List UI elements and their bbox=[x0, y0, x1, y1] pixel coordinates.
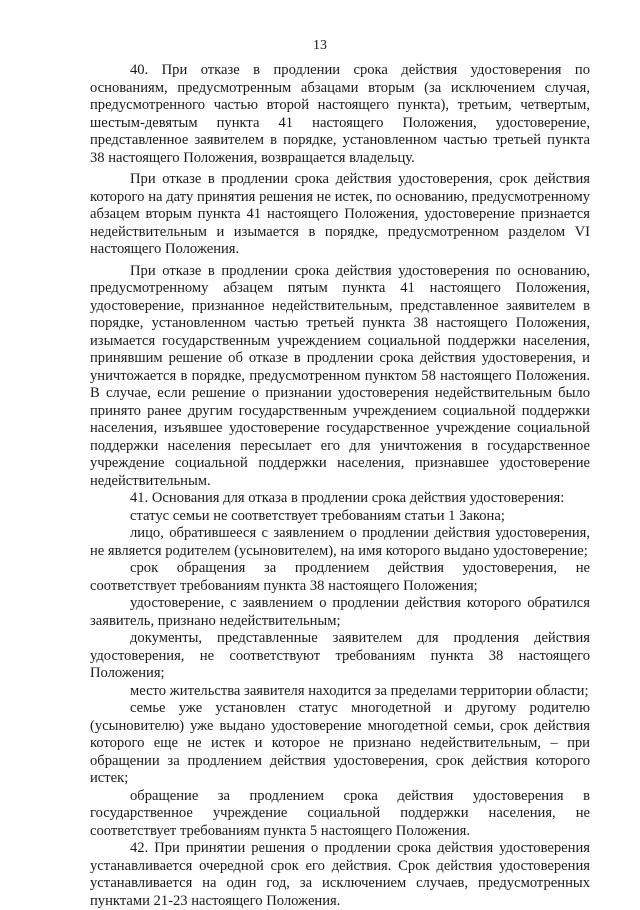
paragraph-42: 42. При принятии решения о продлении срока действия удостоверения устанавливается очередной срок его действия. Срок действия удостоверения устанавливается на один год, за исключением случаев, предусмотренных пунктами 21-23 настоящего Положения. bbox=[90, 840, 590, 909]
list-item: удостоверение, с заявлением о продлении действия которого обратился заявитель, признано недействительным; bbox=[90, 595, 590, 629]
list-item: статус семьи не соответствует требованиям статьи 1 Закона; bbox=[130, 507, 505, 524]
list-item: место жительства заявителя находится за пределами территории области; bbox=[130, 682, 589, 699]
page-number: 13 bbox=[313, 38, 327, 53]
list-item: документы, представленные заявителем для продления действия удостоверения, не соответствуют требованиям пункта 38 настоящего Положения; bbox=[90, 630, 590, 681]
list-item: обращение за продлением срока действия удостоверения в государственное учреждение социальной поддержки населения, не соответствует требованиям пункта 5 настоящего Положения. bbox=[90, 787, 590, 839]
list-item: лицо, обратившееся с заявлением о продлении действия удостоверения, не является родителем (усыновителем), на имя которого выдано удостоверение; bbox=[90, 525, 590, 559]
paragraph-41: 41. Основания для отказа в продлении срока действия удостоверения: bbox=[130, 490, 565, 506]
paragraph: При отказе в продлении срока действия удостоверения, срок действия которого на дату принятия решения не истек, по основанию, предусмотренному абзацем вторым пункта 41 настоящего Положения, удостоверение признается недействительным и изымается в порядке, предусмотренном разделом VI настоящего Положения. bbox=[90, 171, 590, 257]
list-item: срок обращения за продлением действия удостоверения, не соответствует требованиям пункта 38 настоящего Положения; bbox=[90, 560, 590, 594]
document-body bbox=[90, 62, 590, 910]
list-item: семье уже установлен статус многодетной и другому родителю (усыновителю) уже выдано удостоверение многодетной семьи, срок действия которого еще не истек и которое не признано недействительным, – при обращении за продлением действия удостоверения, срок действия которого истек; bbox=[90, 700, 590, 786]
paragraph: При отказе в продлении срока действия удостоверения по основанию, предусмотренному абзацем пятым пункта 41 настоящего Положения, удостоверение, признанное недействительным, представленное заявителем в порядке, установленном частью третьей пункта 38 настоящего Положения, изымается государственным учреждением социальной поддержки населения, принявшим решение об отказе в продлении срока действия удостоверения, и уничтожается в порядке, предусмотренном пунктом 58 настоящего Положения. В случае, если решение о признании удостоверения недействительным было принято ранее другим государственным учреждением социальной поддержки населения, изъявшее удостоверение государственное учреждение социальной поддержки населения пересылает его для уничтожения в государственное учреждение социальной поддержки населения, признавшее удостоверение недействительным. bbox=[90, 262, 590, 489]
paragraph-40: 40. При отказе в продлении срока действия удостоверения по основаниям, предусмотренным абзацами вторым (за исключением случая, предусмотренного частью второй настоящего пункта), третьим, четвертым, шестым-девятым пункта 41 настоящего Положения, удостоверение, представленное заявителем в порядке, установленном частью третьей пункта 38 настоящего Положения, возвращается владельцу. bbox=[90, 62, 590, 166]
